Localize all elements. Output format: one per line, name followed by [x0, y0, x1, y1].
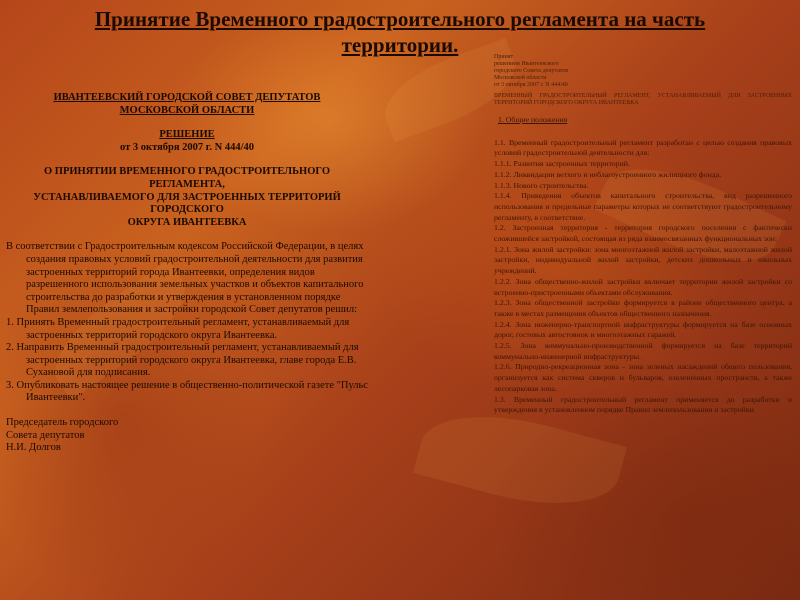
- paragraph: 1.2.3. Зона общественной застройки формируется в районе общественного центра, а также в местах размещения объектов общественного назначения.: [494, 298, 792, 318]
- paragraph: 1.1.3. Нового строительства.: [494, 180, 589, 190]
- approval-line-4: Московской области: [494, 75, 547, 81]
- paragraph: 1.2.5. Зона коммунально-производственной формируется на базе территорий коммунально-инженерной инфраструктуры.: [494, 341, 792, 361]
- subject-line-2: УСТАНАВЛИВАЕМОГО ДЛЯ ЗАСТРОЕННЫХ ТЕРРИТОРИЙ ГОРОДСКОГО: [33, 191, 341, 216]
- slide-title: Принятие Временного градостроительного регламента на часть территории.: [94, 7, 706, 57]
- paragraph: 1.1.2. Ликвидации ветхого и неблагоустроенного жилищного фонда.: [494, 169, 722, 179]
- signature-line-1: Председатель городского: [6, 417, 119, 429]
- org-line-1: ИВАНТЕЕВСКИЙ ГОРОДСКОЙ СОВЕТ ДЕПУТАТОВ: [53, 92, 321, 103]
- decision-item-2: 2. Направить Временный градостроительный регламент, устанавливаемый для застроенных территорий городского округа Ивантеевка, главе города Е.В. Сухановой для подписания.: [6, 342, 359, 379]
- decision-heading: РЕШЕНИЕ: [159, 129, 215, 141]
- subject-line-1: О ПРИНЯТИИ ВРЕМЕННОГО ГРАДОСТРОИТЕЛЬНОГО РЕГЛАМЕНТА,: [44, 166, 330, 190]
- regulation-title: ВРЕМЕННЫЙ ГРАДОСТРОИТЕЛЬНЫЙ РЕГЛАМЕНТ, УСТАНАВЛИВАЕМЫЙ ДЛЯ ЗАСТРОЕННЫХ ТЕРРИТОРИЙ ГОРОДСКОГО ОКРУГА ИВАНТЕЕВКА: [494, 93, 792, 106]
- paragraph: 1.3. Временный градостроительный регламент применяется до разработки и утверждения в установленном порядке Правил землепользования и застройки.: [494, 394, 792, 415]
- decision-item-3: 3. Опубликовать настоящее решение в общественно-политической газете "Пульс Ивантеевки".: [6, 379, 368, 404]
- paragraph: 1.2.1. Зона жилой застройки: зона многоэтажной жилой застройки, малоэтажной жилой застройки, индивидуальной жилой застройки, детских дошкольных и школьных учреждений.: [494, 244, 792, 276]
- signature-line-3: Н.И. Долгов: [6, 442, 61, 454]
- approval-line-1: Принят: [494, 54, 514, 60]
- paragraph: 1.2.4. Зона инженерно-транспортной инфраструктуры формируется на базе основных дорог, гостевых автостоянок и многоэтажных гаражей.: [494, 319, 792, 340]
- regulation-text: [494, 54, 792, 416]
- paragraph: 1.2.6. Природно-рекреационная зона - зона зеленых насаждений общего пользования, организуется как система скверов и бульваров, озелененных пространств, а также лесопарковая зона.: [494, 362, 792, 393]
- paragraph: 1.1.4. Приведения объектов капитального строительства, вид разрешенного использования и предельные параметры которых не соответствуют градостроительному регламенту, в соответствие.: [494, 191, 792, 222]
- approval-line-3: городского Совета депутатов: [494, 68, 569, 74]
- subject-line-3: ОКРУГА ИВАНТЕЕВКА: [127, 216, 247, 228]
- signature-line-2: Совета депутатов: [6, 429, 85, 441]
- decision-text: [6, 92, 368, 455]
- org-line-2: МОСКОВСКОЙ ОБЛАСТИ: [119, 104, 255, 116]
- paragraph: 1.2.2. Зона общественно-жилой застройки включает территории жилой застройки со встроенно-пристроенными объектами обслуживания.: [494, 276, 792, 297]
- section-heading: 1. Общие положения: [498, 115, 568, 124]
- decision-item-1: 1. Принять Временный градостроительный регламент, устанавливаемый для застроенных территорий городского округа Ивантеевка.: [6, 316, 350, 341]
- approval-line-5: от 3 октября 2007 г. N 444/40: [494, 82, 568, 88]
- paragraph: 1.1.1. Развития застроенных территорий.: [494, 159, 630, 169]
- preamble: В соответствии с Градостроительным кодексом Российской Федерации, в целях создания правовых условий градостроительной деятельности для развития застроенных территорий города Ивантеевки, определения видов разрешенного использования земельных участков и объектов капитального строительства до разработки и утверждения в установленном порядке Правил землепользования и застройки городской Совет депутатов решил:: [6, 241, 364, 316]
- paragraph: 1.2. Застроенная территория - территория городского поселения с фактически сложившейся застройкой, состоящая из ряда взаимосвязанных функциональных зон:: [494, 223, 792, 244]
- approval-line-2: решением Ивантеевского: [494, 61, 559, 67]
- paragraph: 1.1. Временный градостроительный регламент разработан с целью создания правовых условий градостроительной деятельности для:: [494, 137, 792, 158]
- decision-date: от 3 октября 2007 г. N 444/40: [120, 141, 254, 153]
